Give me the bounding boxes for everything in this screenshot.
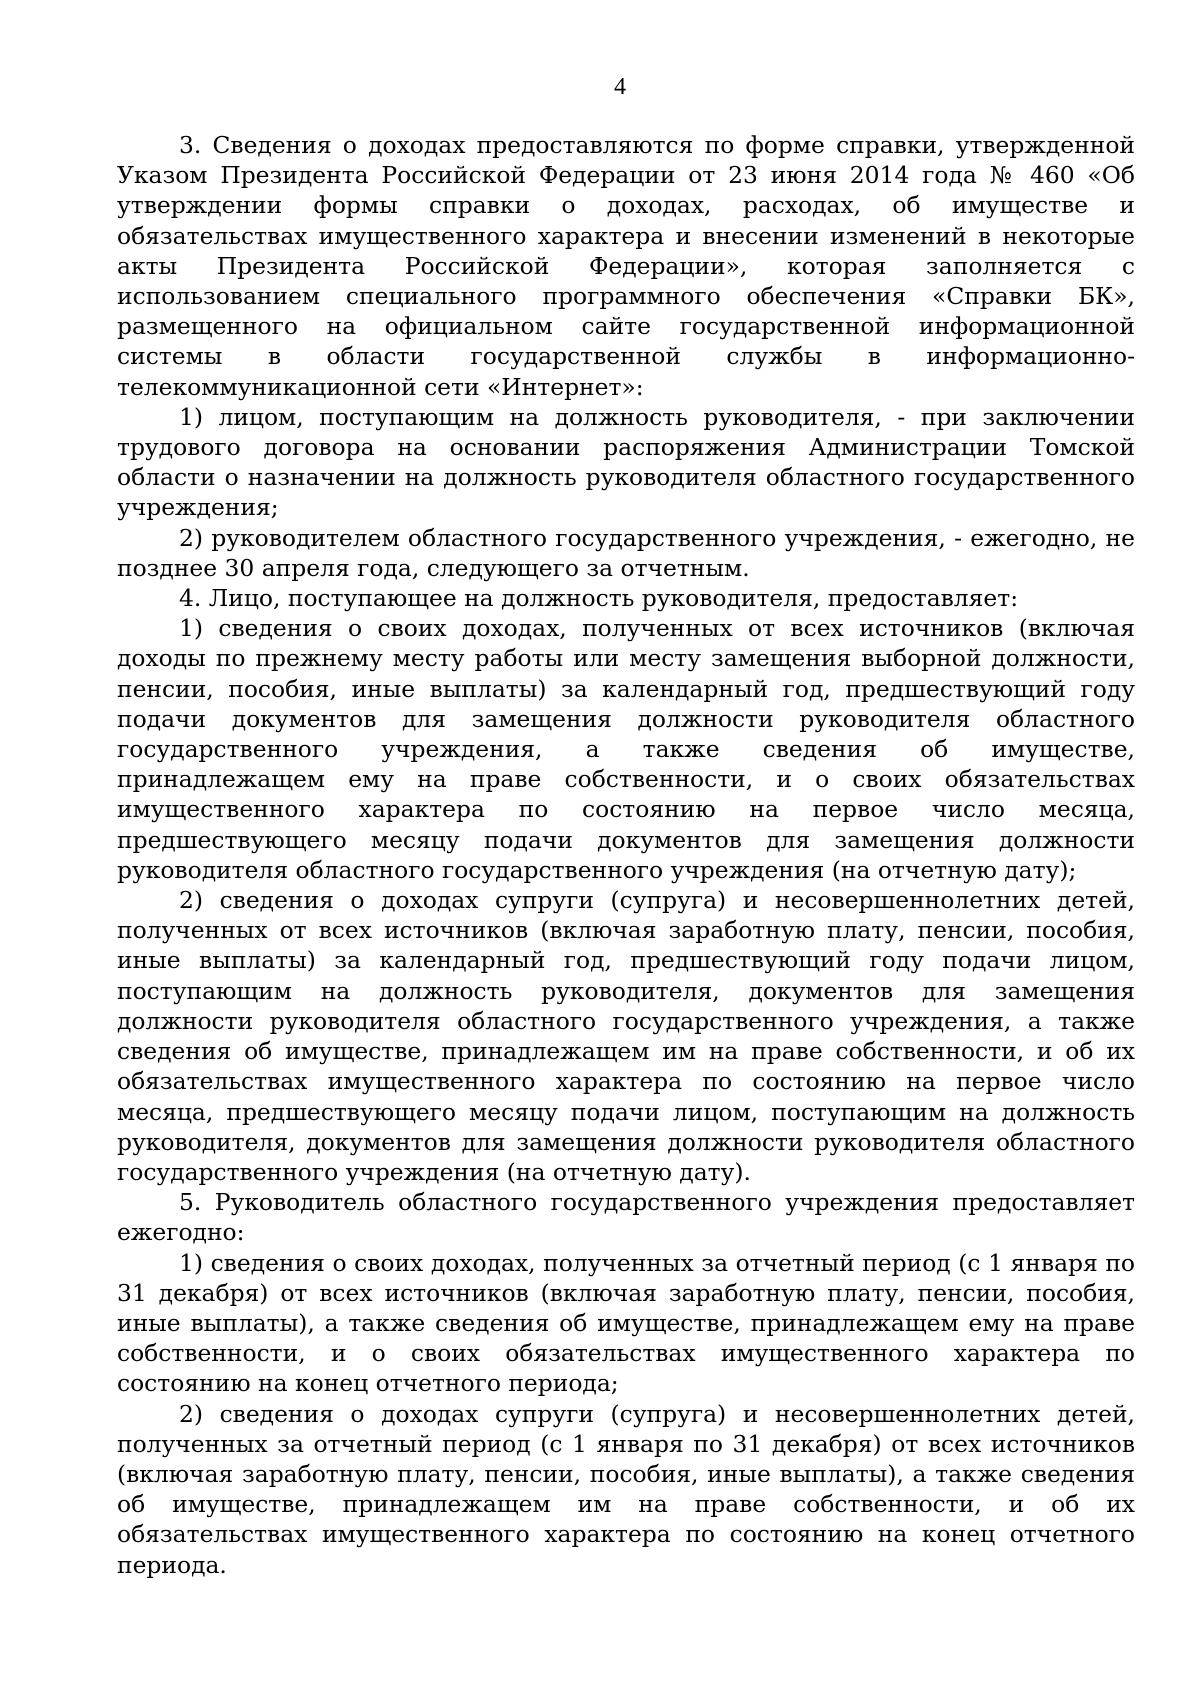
page-number: 4 [614,74,626,100]
paragraph-4-item-2: 2) сведения о доходах супруги (супруга) и несовершеннолетних детей, полученных от всех источников (включая заработную плату, пенсии, пособия, иные выплаты) за календарный год, предшествующий году подачи лицом, поступающим на должность руководителя, документов для замещения должности руководителя областного государственного учреждения, а также сведения об имуществе, принадлежащем им на праве собственности, и об их обязательствах имущественного характера по состоянию на первое число месяца, предшествующего месяцу подачи лицом, поступающим на должность руководителя, документов для замещения должности руководителя областного государственного учреждения (на отчетную дату). [117,886,1135,1186]
paragraph-4: 4. Лицо, поступающее на должность руководителя, предоставляет: [179,584,1019,613]
document-body [117,130,1135,1580]
paragraph-5: 5. Руководитель областного государственного учреждения предоставляет ежегодно: [117,1188,1135,1247]
paragraph-3: 3. Сведения о доходах предоставляются по форме справки, утвержденной Указом Президента Российской Федерации от 23 июня 2014 года № 460 «Об утверждении формы справки о доходах, расходах, об имуществе и обязательствах имущественного характера и внесении изменений в некоторые акты Президента Российской Федерации», которая заполняется с использованием специального программного обеспечения «Справки БК», размещенного на официальном сайте государственной информационной системы в области государственной службы в информационно-телекоммуникационной сети «Интернет»: [117,131,1135,401]
paragraph-3-item-2: 2) руководителем областного государственного учреждения, - ежегодно, не позднее 30 апреля года, следующего за отчетным. [117,523,1135,582]
paragraph-5-item-1: 1) сведения о своих доходах, полученных за отчетный период (с 1 января по 31 декабря) от всех источников (включая заработную плату, пенсии, пособия, иные выплаты), а также сведения об имуществе, принадлежащем ему на праве собственности, и о своих обязательствах имущественного характера по состоянию на конец отчетного периода; [117,1248,1135,1398]
paragraph-3-item-1: 1) лицом, поступающим на должность руководителя, - при заключении трудового договора на основании распоряжения Администрации Томской области о назначении на должность руководителя областного государственного учреждения; [117,402,1135,522]
paragraph-5-item-2: 2) сведения о доходах супруги (супруга) и несовершеннолетних детей, полученных за отчетный период (с 1 января по 31 декабря) от всех источников (включая заработную плату, пенсии, пособия, иные выплаты), а также сведения об имуществе, принадлежащем им на праве собственности, и об их обязательствах имущественного характера по состоянию на конец отчетного периода. [117,1399,1135,1579]
paragraph-4-item-1: 1) сведения о своих доходах, полученных от всех источников (включая доходы по прежнему месту работы или месту замещения выборной должности, пенсии, пособия, иные выплаты) за календарный год, предшествующий году подачи документов для замещения должности руководителя областного государственного учреждения, а также сведения об имуществе, принадлежащем ему на праве собственности, и о своих обязательствах имущественного характера по состоянию на первое число месяца, предшествующего месяцу подачи документов для замещения должности руководителя областного государственного учреждения (на отчетную дату); [117,614,1135,884]
